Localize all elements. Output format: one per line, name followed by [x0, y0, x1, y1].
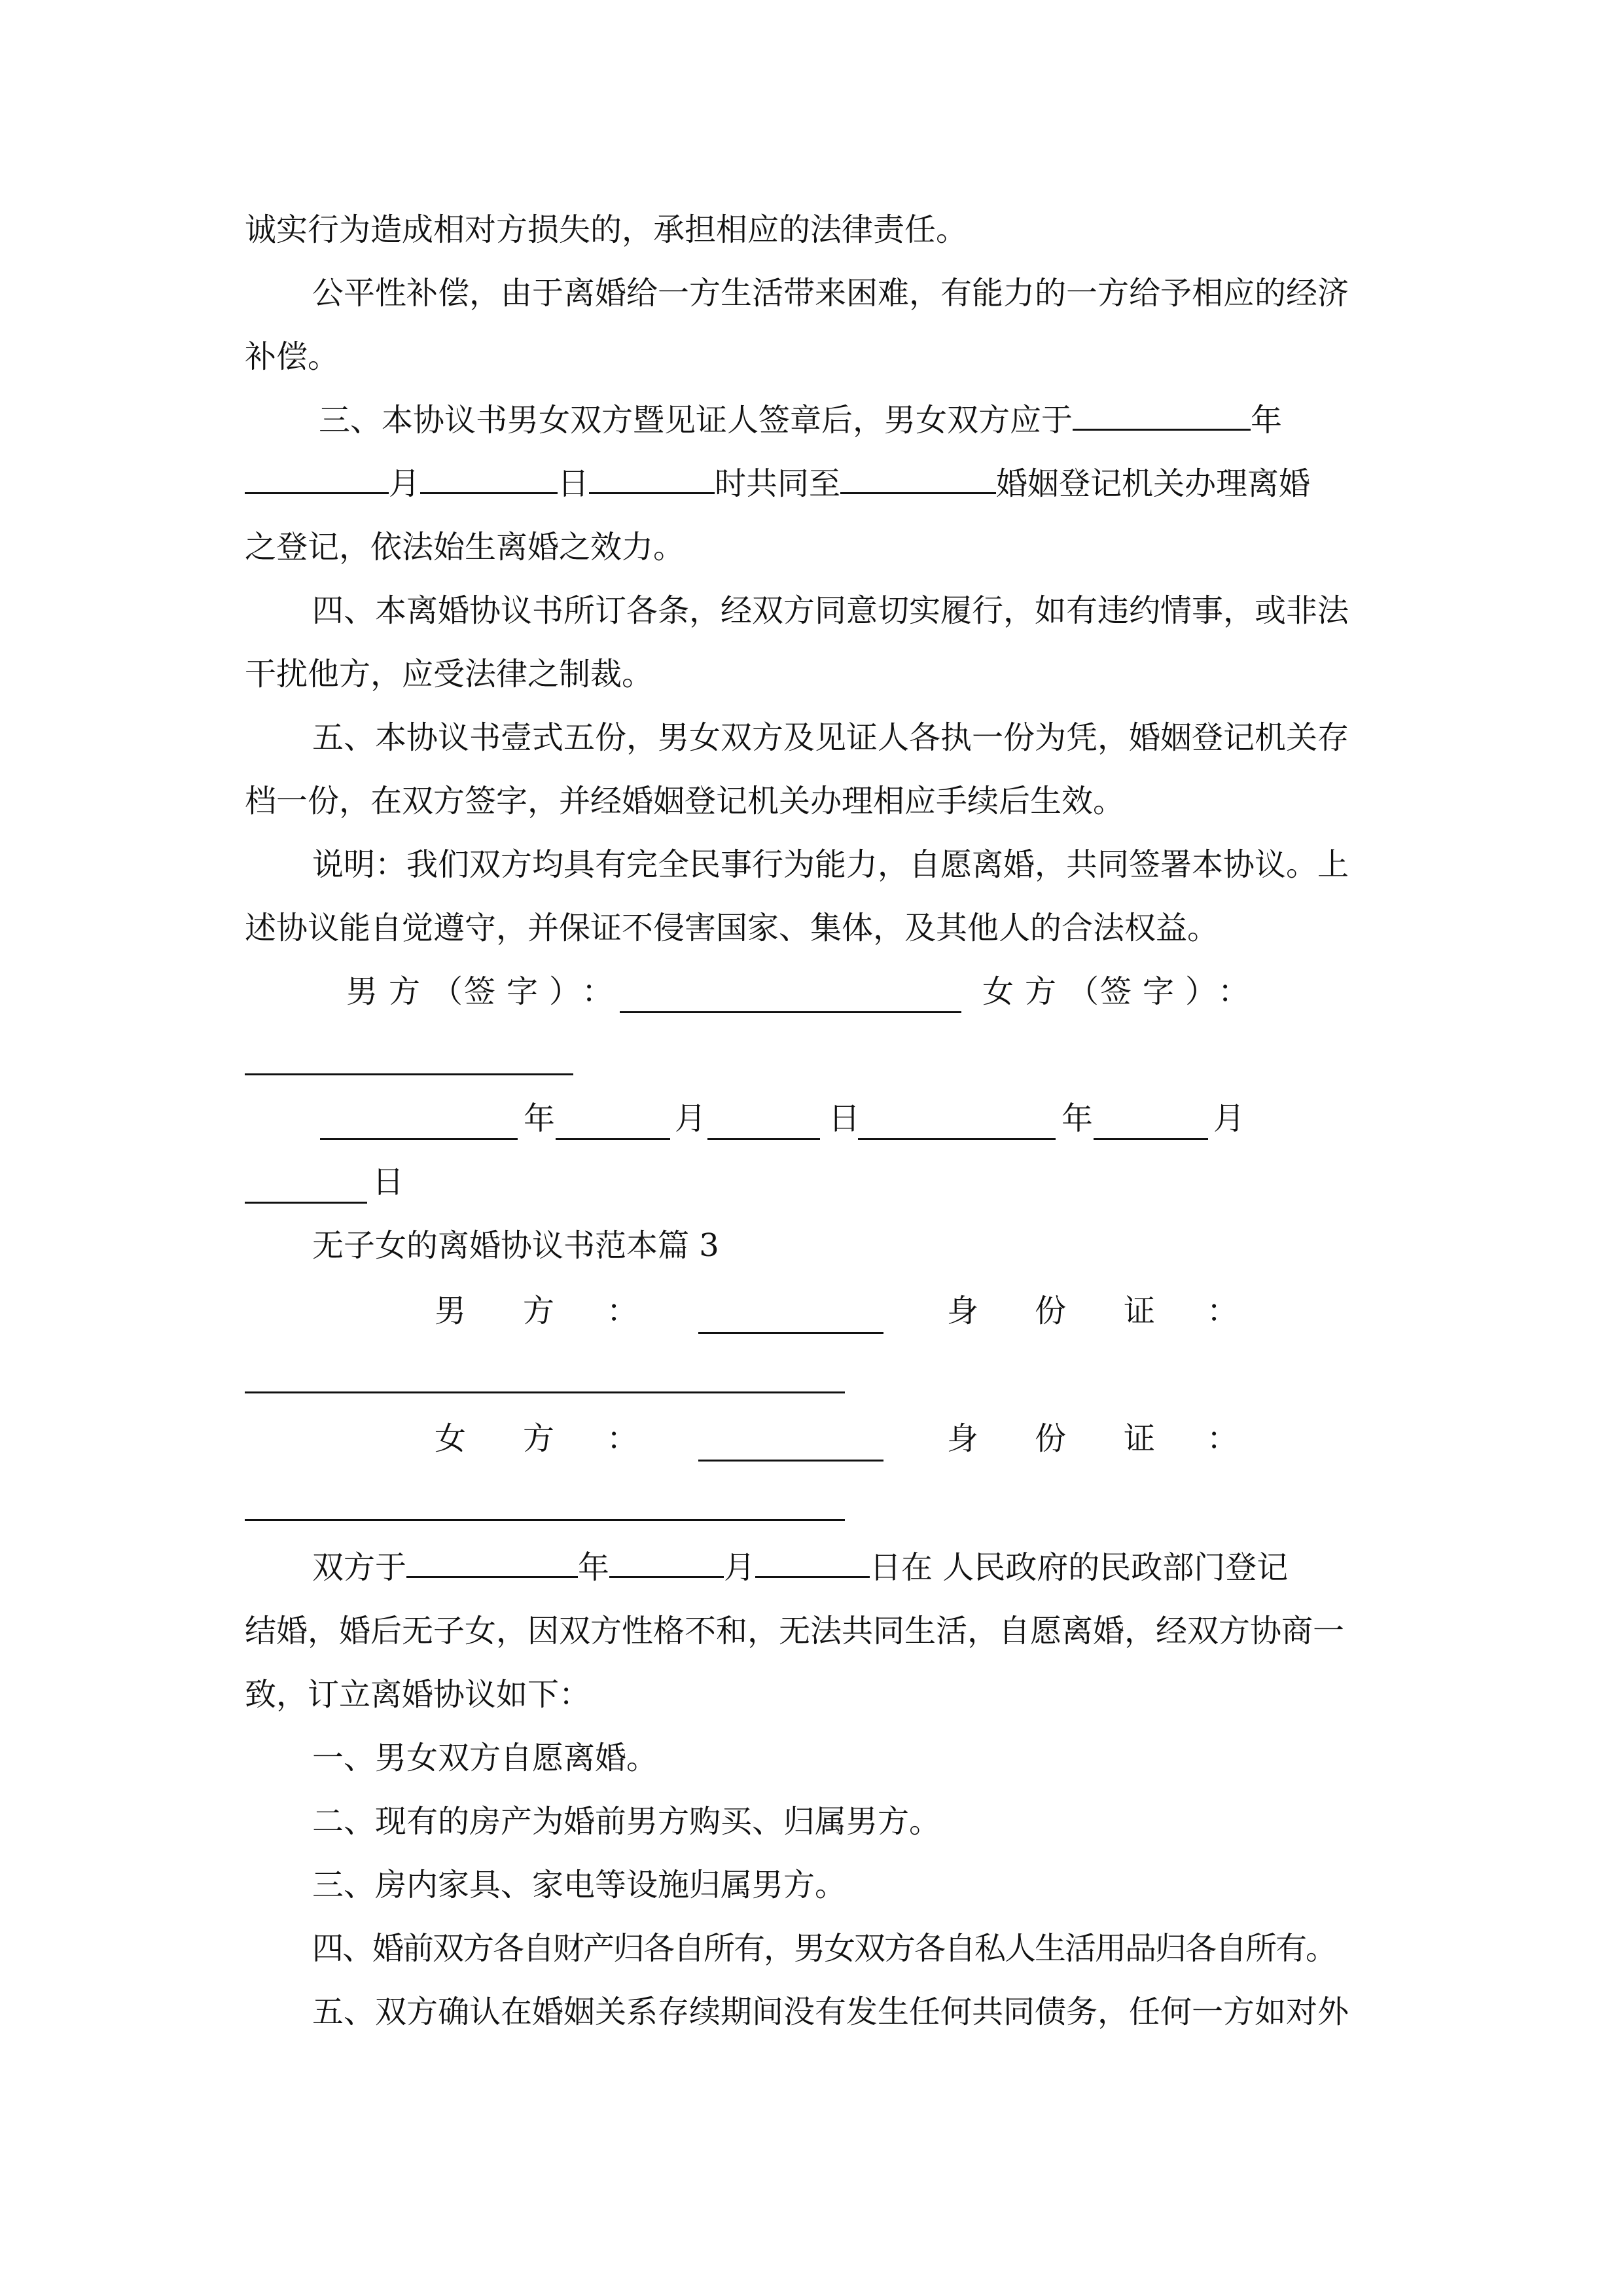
agreement-item: 四、婚前双方各自财产归各自所有，男女双方各自私人生活用品归各自所有。 — [312, 1930, 1336, 1967]
marriage-year-blank[interactable] — [406, 1550, 578, 1578]
female-name-blank[interactable] — [698, 1433, 883, 1462]
female-info-row — [245, 1407, 1378, 1471]
paragraph-line: 五、本协议书壹式五份，男女双方及见证人各执一份为凭，婚姻登记机关存 — [312, 719, 1349, 756]
office-blank[interactable] — [840, 466, 996, 494]
male-month-label: 月 — [675, 1100, 707, 1137]
id-label-char: 份 — [1035, 1420, 1067, 1457]
male-day-label: 日 — [829, 1100, 861, 1137]
female-label-char: 女 — [435, 1420, 467, 1457]
female-signature-label: 女 方 （签 字 ）： — [982, 973, 1250, 1010]
female-month-label: 月 — [1213, 1100, 1245, 1137]
id-label-char: 身 — [947, 1293, 979, 1329]
clause-three-text: 三、本协议书男女双方暨见证人签章后，男女双方应于 — [319, 402, 1073, 439]
day-label: 日 — [558, 465, 590, 502]
female-day-blank[interactable] — [245, 1175, 367, 1204]
agreement-item: 二、现有的房产为婚前男方购买、归属男方。 — [312, 1803, 941, 1840]
male-info-row — [245, 1280, 1378, 1343]
marriage-year-label: 年 — [578, 1549, 610, 1586]
clause-three-dates-line — [245, 452, 1378, 516]
paragraph-line: 四、本离婚协议书所订各条，经双方同意切实履行，如有违约情事，或非法 — [312, 592, 1349, 629]
male-month-blank[interactable] — [556, 1112, 670, 1140]
paragraph-line: 述协议能自觉遵守，并保证不侵害国家、集体，及其他人的合法权益。 — [245, 910, 1219, 946]
paragraph-line: 公平性补偿，由于离婚给一方生活带来困难，有能力的一方给予相应的经济 — [312, 275, 1349, 312]
paragraph-line: 致，订立离婚协议如下： — [245, 1676, 591, 1713]
document-page — [245, 0, 1378, 2296]
female-year-blank[interactable] — [858, 1112, 1056, 1140]
male-name-blank[interactable] — [698, 1306, 883, 1334]
id-label-char: 证 — [1124, 1420, 1156, 1457]
hour-text: 时共同至 — [715, 465, 841, 502]
year-blank[interactable] — [1073, 403, 1251, 431]
day-blank[interactable] — [420, 466, 558, 494]
marriage-month-blank[interactable] — [609, 1550, 724, 1578]
male-id-blank[interactable] — [245, 1391, 845, 1393]
intro-text: 双方于 — [312, 1549, 407, 1586]
marriage-month-label: 月 — [724, 1549, 756, 1586]
paragraph-line: 档一份，在双方签字，并经婚姻登记机关办理相应手续后生效。 — [245, 783, 1125, 819]
agreement-item: 三、房内家具、家电等设施归属男方。 — [312, 1867, 847, 1903]
female-day-label: 日 — [372, 1164, 404, 1200]
female-label-colon: ： — [607, 1420, 639, 1457]
female-label-char: 方 — [523, 1420, 555, 1457]
paragraph-line: 干扰他方，应受法律之制裁。 — [245, 656, 654, 692]
male-signature-label: 男 方 （签 字 ）： — [346, 973, 614, 1010]
intro-line — [245, 1536, 1446, 1600]
paragraph-line: 之登记，依法始生离婚之效力。 — [245, 529, 685, 565]
id-label-colon: ： — [1207, 1293, 1239, 1329]
paragraph-line: 结婚，婚后无子女，因双方性格不和，无法共同生活，自愿离婚，经双方协商一 — [245, 1613, 1345, 1649]
male-label-char: 男 — [435, 1293, 467, 1329]
marriage-day-blank[interactable] — [755, 1550, 870, 1578]
male-year-label: 年 — [524, 1100, 556, 1137]
month-label: 月 — [389, 465, 421, 502]
male-day-blank[interactable] — [707, 1112, 820, 1140]
male-year-blank[interactable] — [320, 1112, 518, 1140]
female-year-label: 年 — [1061, 1100, 1094, 1137]
paragraph-line: 补偿。 — [245, 338, 340, 375]
intro-text: 日在 人民政府的民政部门登记 — [870, 1549, 1289, 1586]
paragraph-line: 说明：我们双方均具有完全民事行为能力，自愿离婚，共同签署本协议。上 — [312, 846, 1349, 883]
agreement-item: 五、双方确认在婚姻关系存续期间没有发生任何共同债务，任何一方如对外 — [312, 1994, 1349, 2030]
hour-blank[interactable] — [589, 466, 715, 494]
paragraph-line: 诚实行为造成相对方损失的，承担相应的法律责任。 — [245, 211, 968, 248]
male-signature-blank[interactable] — [620, 985, 961, 1013]
female-id-blank[interactable] — [245, 1519, 845, 1521]
signature-row — [245, 960, 1378, 1024]
signature-date-row — [245, 1087, 1378, 1151]
male-label-colon: ： — [607, 1293, 639, 1329]
id-label-char: 身 — [947, 1420, 979, 1457]
female-month-blank[interactable] — [1094, 1112, 1208, 1140]
id-label-char: 证 — [1124, 1293, 1156, 1329]
signature-date-row-cont — [245, 1151, 1378, 1214]
female-signature-blank[interactable] — [245, 1073, 573, 1075]
male-label-char: 方 — [523, 1293, 555, 1329]
id-label-char: 份 — [1035, 1293, 1067, 1329]
section-title: 无子女的离婚协议书范本篇 3 — [312, 1227, 719, 1264]
office-text: 婚姻登记机关办理离婚 — [996, 465, 1311, 502]
agreement-item: 一、男女双方自愿离婚。 — [312, 1740, 658, 1776]
id-label-colon: ： — [1207, 1420, 1239, 1457]
clause-three-line — [245, 389, 1452, 452]
month-blank[interactable] — [245, 466, 389, 494]
year-label: 年 — [1251, 402, 1283, 439]
